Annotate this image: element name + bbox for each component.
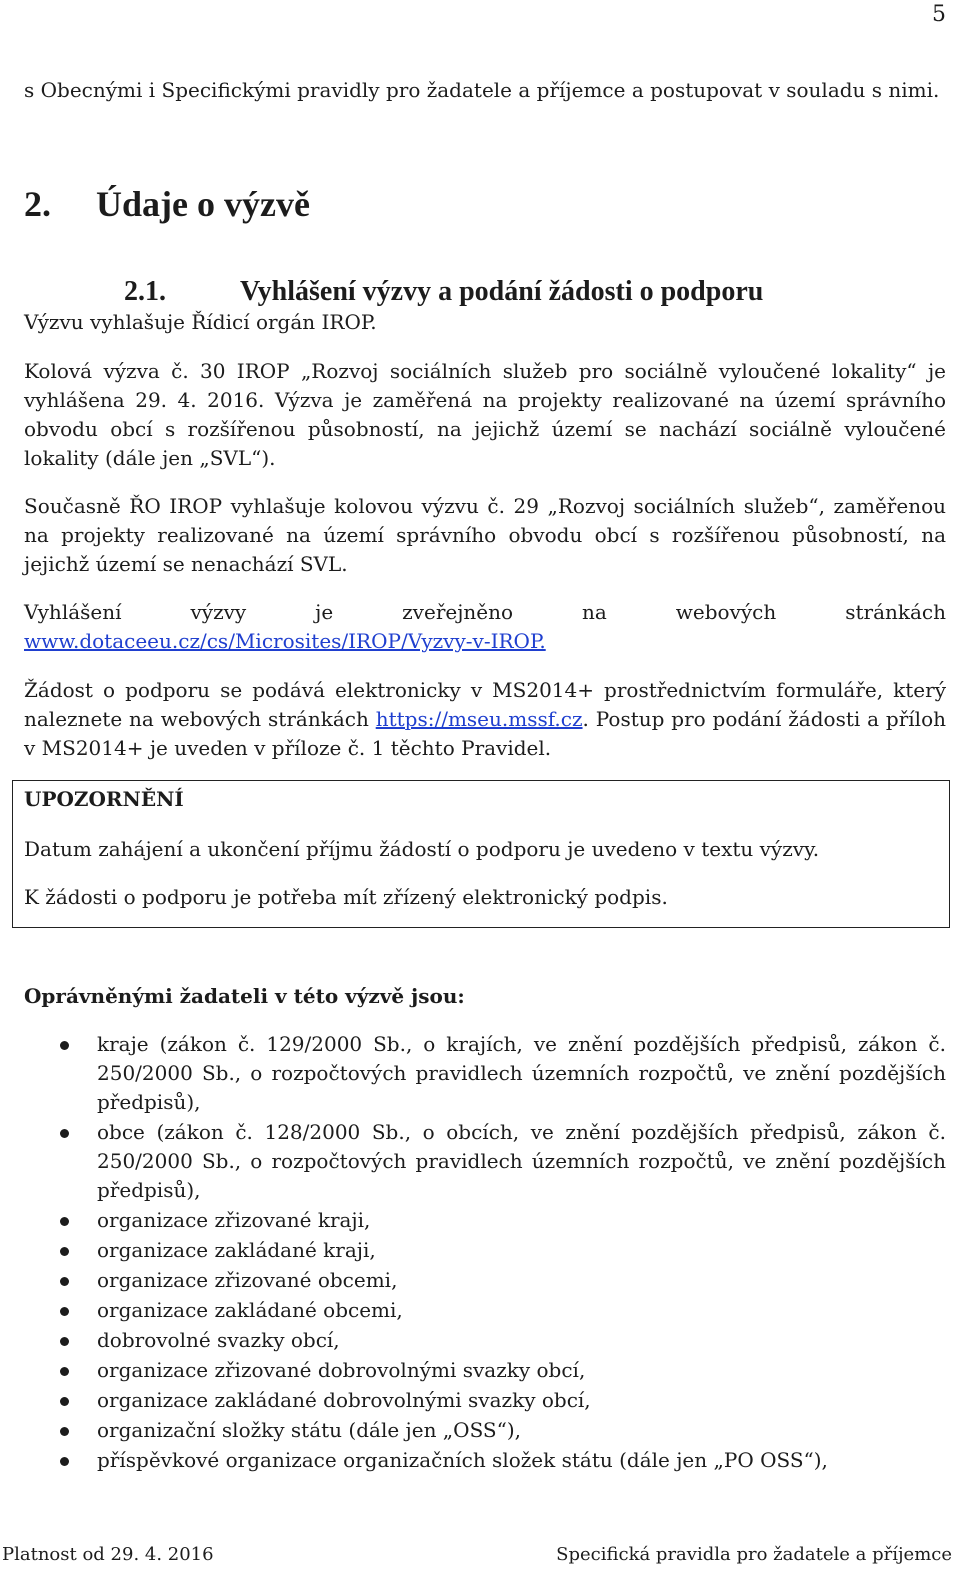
notice-line-dates: Datum zahájení a ukončení příjmu žádostí o podporu je uvedeno v textu výzvy.: [24, 837, 820, 861]
intro-paragraph: s Obecnými i Specifickými pravidly pro žadatele a příjemce a postupovat v souladu s nimi.: [24, 78, 940, 102]
application-text-before: Žádost o podporu se podává elektronicky v MS2014+ prostřednictvím formuláře, který naleznete na webových stránkách: [24, 678, 946, 731]
publication-paragraph: [24, 598, 946, 656]
list-item: obce (zákon č. 128/2000 Sb., o obcích, ve znění pozdějších předpisů, zákon č. 250/2000 Sb., o rozpočtových pravidlech územních rozpočtů, ve znění pozdějších předpisů),: [60, 1118, 946, 1205]
subsection-number: 2.1.: [124, 276, 166, 307]
list-item: dobrovolné svazky obcí,: [60, 1326, 946, 1355]
application-text-after: . Postup pro podání žádosti a příloh v MS2014+ je uveden v příloze č. 1 těchto Pravidel.: [24, 707, 946, 760]
eligible-applicants-heading: Oprávněnými žadateli v této výzvě jsou:: [24, 984, 465, 1008]
simultaneous-call-paragraph: Současně ŘO IROP vyhlašuje kolovou výzvu č. 29 „Rozvoj sociálních služeb“, zaměřenou na projekty realizované na území správního obvodu obcí s rozšířenou působností, na jejichž území se nenachází SVL.: [24, 494, 946, 576]
application-paragraph: [24, 676, 946, 763]
footer-validity: Platnost od 29. 4. 2016: [2, 1544, 214, 1565]
mseu-link[interactable]: https://mseu.mssf.cz: [375, 707, 583, 731]
announcer-paragraph: Výzvu vyhlašuje Řídicí orgán IROP.: [24, 310, 377, 334]
list-item: kraje (zákon č. 129/2000 Sb., o krajích, ve znění pozdějších předpisů, zákon č. 250/2000 Sb., o rozpočtových pravidlech územních rozpočtů, ve znění pozdějších předpisů),: [60, 1030, 946, 1117]
list-item: organizační složky státu (dále jen „OSS“),: [60, 1416, 946, 1445]
page-number: 5: [932, 2, 946, 27]
footer-document-title: Specifická pravidla pro žadatele a příjemce: [556, 1544, 952, 1565]
eligible-applicants-list: [60, 1030, 946, 1476]
subsection-heading-2-1: [124, 274, 763, 310]
section-heading-2: [24, 180, 310, 228]
list-item: organizace zakládané dobrovolnými svazky obcí,: [60, 1386, 946, 1415]
list-item: organizace zřizované kraji,: [60, 1206, 946, 1235]
dotaceeu-link[interactable]: www.dotaceeu.cz/cs/Microsites/IROP/Vyzvy-v-IROP.: [24, 629, 546, 653]
subsection-title: Vyhlášení výzvy a podání žádosti o podporu: [240, 276, 764, 307]
list-item: organizace zřizované dobrovolnými svazky obcí,: [60, 1356, 946, 1385]
publication-text: Vyhlášení výzvy je zveřejněno na webových stránkách: [24, 600, 946, 624]
list-item: příspěvkové organizace organizačních složek státu (dále jen „PO OSS“),: [60, 1446, 946, 1475]
section-number: 2.: [24, 184, 51, 224]
list-item: organizace zakládané kraji,: [60, 1236, 946, 1265]
notice-title: UPOZORNĚNÍ: [24, 787, 184, 811]
list-item: organizace zakládané obcemi,: [60, 1296, 946, 1325]
notice-box: [12, 780, 950, 928]
section-title: Údaje o výzvě: [96, 184, 310, 224]
notice-line-signature: K žádosti o podporu je potřeba mít zřízený elektronický podpis.: [24, 885, 668, 909]
list-item: organizace zřizované obcemi,: [60, 1266, 946, 1295]
call-round-paragraph: Kolová výzva č. 30 IROP „Rozvoj sociálních služeb pro sociálně vyloučené lokality“ je vyhlášena 29. 4. 2016. Výzva je zaměřená na projekty realizované na území správního obvodu obcí s rozšířenou působností, na jejichž území se nachází sociálně vyloučené lokality (dále jen „SVL“).: [24, 359, 946, 470]
